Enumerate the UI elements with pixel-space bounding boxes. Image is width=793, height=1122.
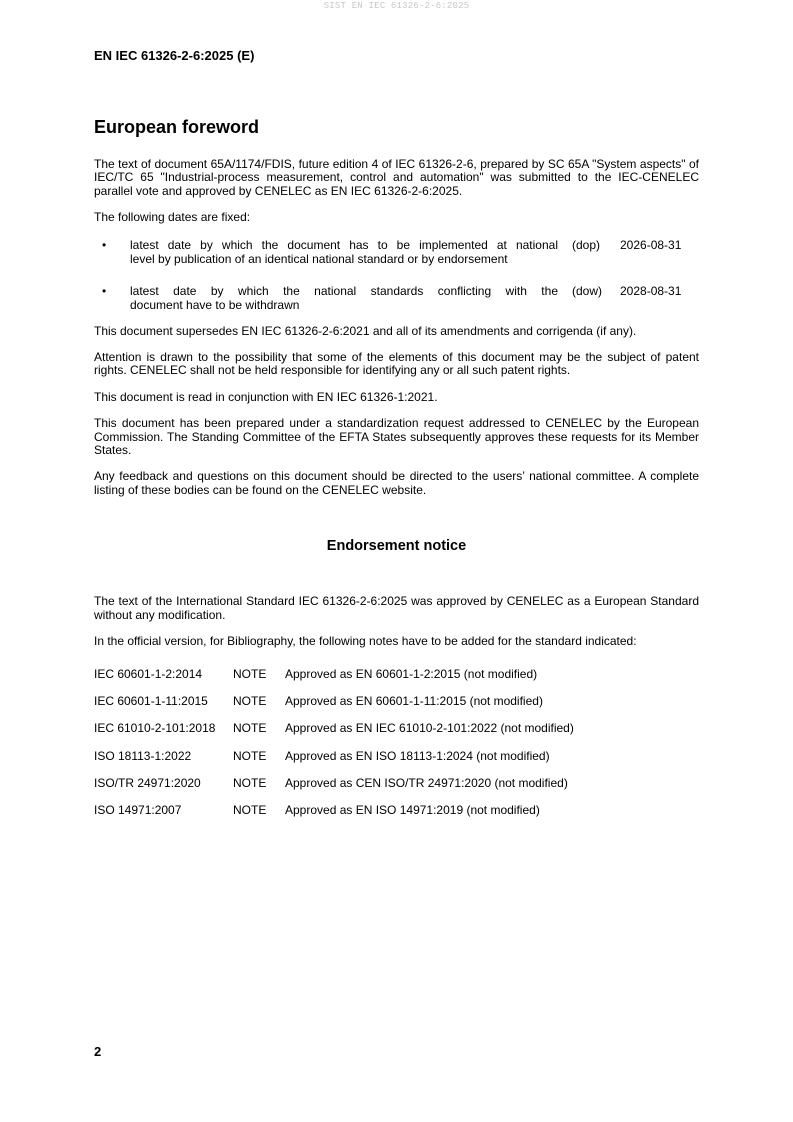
note-text: Approved as EN ISO 18113-1:2024 (not modified) [285,748,550,763]
note-standard: ISO/TR 24971:2020 [94,776,201,791]
bullet-icon: • [102,237,107,252]
date-item-code: (dow) [572,283,603,298]
note-label: NOTE [233,776,267,791]
note-row [94,776,699,790]
note-row [94,749,699,763]
date-item-code: (dop) [572,237,601,252]
endorsement-title: Endorsement notice [326,538,467,555]
foreword-paragraph: This document supersedes EN IEC 61326-2-6:2021 and all of its amendments and corrigenda (if any). [94,323,637,338]
foreword-paragraph: The following dates are fixed: [94,210,251,225]
date-item-line: level by publication of an identical national standard or by endorsement [130,251,508,266]
note-text: Approved as EN 60601-1-11:2015 (not modified) [285,693,543,708]
date-item-date: 2026-08-31 [620,237,682,252]
foreword-paragraph: This document has been prepared under a standardization request addressed to CENELEC by the European Commission. The Standing Committee of the EFTA States subsequently approves these requests for its Member States. [94,416,699,458]
note-standard: IEC 60601-1-2:2014 [94,666,203,681]
date-item-dow [94,284,699,312]
foreword-paragraph: This document is read in conjunction with EN IEC 61326-1:2021. [94,389,438,404]
date-item-dop [94,238,699,266]
note-label: NOTE [233,666,267,681]
note-text: Approved as EN ISO 14971:2019 (not modified) [285,803,540,818]
note-standard: ISO 18113-1:2022 [94,748,192,763]
note-label: NOTE [233,693,267,708]
bullet-icon: • [102,283,107,298]
note-row [94,694,699,708]
note-text: Approved as CEN ISO/TR 24971:2020 (not modified) [285,776,568,791]
date-item-date: 2028-08-31 [620,283,682,298]
page-content [94,116,699,817]
foreword-title: European foreword [94,117,260,137]
document-id-header: EN IEC 61326-2-6:2025 (E) [94,48,255,63]
watermark: SIST EN IEC 61326-2-6:2025 [323,1,470,11]
note-label: NOTE [233,748,267,763]
dates-list [94,238,699,312]
note-label: NOTE [233,803,267,818]
note-row [94,721,699,735]
date-item-description [130,238,558,266]
date-item-description [130,284,558,312]
note-row [94,803,699,817]
endorsement-paragraph: The text of the International Standard IEC 61326-2-6:2025 was approved by CENELEC as a European Standard without any modification. [94,594,699,622]
note-standard: IEC 60601-1-11:2015 [94,693,208,708]
foreword-paragraph: Attention is drawn to the possibility that some of the elements of this document may be the subject of patent rights. CENELEC shall not be held responsible for identifying any or all such patent rights. [94,350,699,378]
bibliography-notes [94,667,699,818]
foreword-paragraph: The text of document 65A/1174/FDIS, future edition 4 of IEC 61326-2-6, prepared by SC 65A "System aspects" of IEC/TC 65 "Industrial-process measurement, control and automation" was submitted to the IEC-CENELEC parallel vote and approved by CENELEC as EN IEC 61326-2-6:2025. [94,157,699,198]
note-text: Approved as EN 60601-1-2:2015 (not modified) [285,666,538,681]
date-item-line: latest date by which the document has to be implemented at national [130,237,558,252]
page-number: 2 [94,1044,102,1059]
note-text: Approved as EN IEC 61010-2-101:2022 (not modified) [285,721,574,736]
note-row [94,667,699,681]
foreword-paragraph: Any feedback and questions on this document should be directed to the users’ national committee. A complete listing of these bodies can be found on the CENELEC website. [94,469,699,497]
endorsement-paragraph: In the official version, for Bibliography, the following notes have to be added for the standard indicated: [94,634,637,649]
date-item-line: document have to be withdrawn [130,297,300,312]
note-standard: ISO 14971:2007 [94,803,182,818]
date-item-line: latest date by which the national standards conflicting with the [130,283,558,298]
note-standard: IEC 61010-2-101:2018 [94,721,216,736]
note-label: NOTE [233,721,267,736]
